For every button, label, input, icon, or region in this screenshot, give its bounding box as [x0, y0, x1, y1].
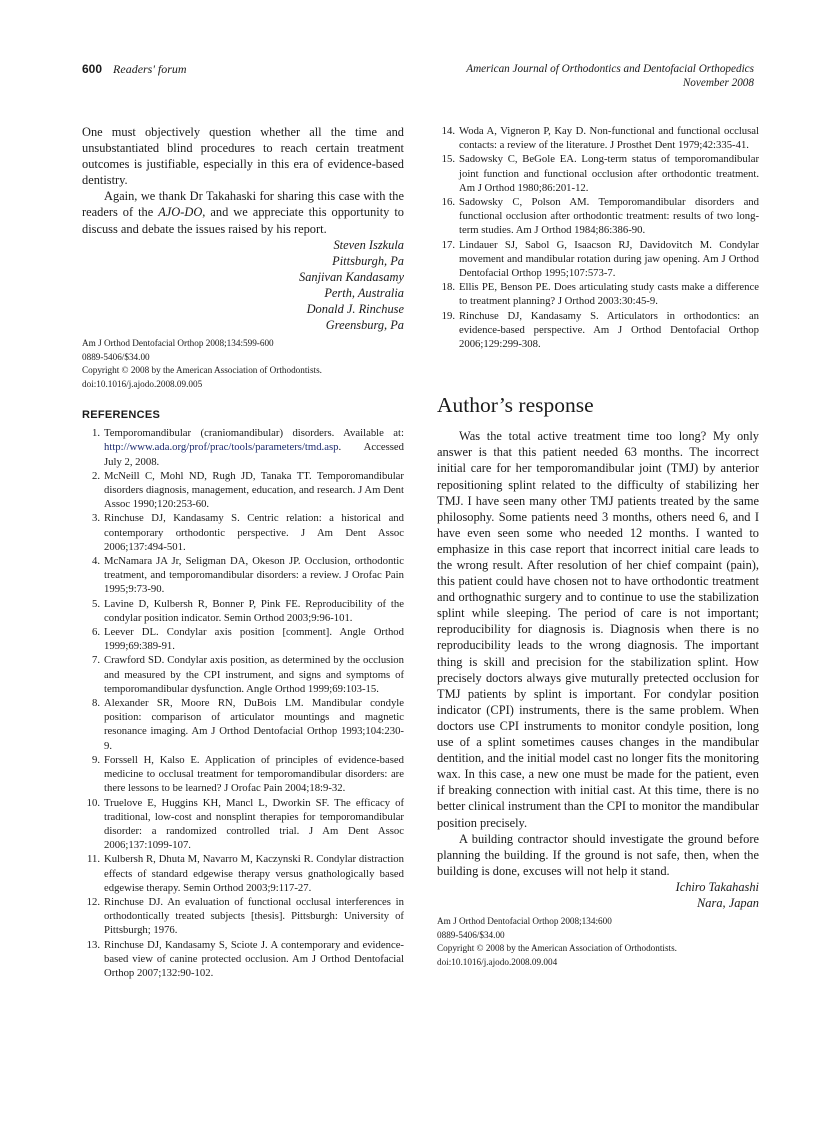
reference-text: Rinchuse DJ, Kandasamy S, Sciote J. A contemporary and evidence-based view of canine protected occlusion. Am J Orthod Dentofacial Orthop 2007;132:90-102.	[104, 938, 404, 979]
text-run: Again, we thank Dr Takahaski for sharing this case with the readers of the	[82, 189, 404, 220]
letter-paragraph	[82, 188, 404, 236]
reference-number: 10.	[86, 796, 100, 809]
reference-text: Temporomandibular (craniomandibular) disorders. Available at:	[104, 427, 404, 440]
reference-list	[82, 426, 404, 980]
reference-item	[82, 625, 404, 653]
reference-number: 3.	[91, 512, 100, 525]
reference-number: 4.	[91, 555, 100, 568]
author-location: Nara, Japan	[697, 895, 759, 910]
reference-item	[82, 796, 404, 853]
reference-number: 15.	[441, 153, 455, 166]
reference-number: 1.	[91, 427, 100, 440]
reference-item	[82, 511, 404, 554]
reference-number: 7.	[91, 654, 100, 667]
text-run: , and we appreciate this opportunity to discuss and debate the issues raised by his report.	[82, 205, 404, 236]
reference-item	[82, 426, 404, 469]
citation-line: Am J Orthod Dentofacial Orthop 2008;134:600	[437, 916, 612, 927]
reference-item	[437, 195, 759, 238]
reference-number: 13.	[86, 938, 100, 951]
reference-number: 12.	[86, 895, 100, 908]
citation-line: 0889-5406/$34.00	[82, 351, 150, 362]
left-column	[82, 124, 404, 980]
reference-text: . Accessed July 2, 2008.	[104, 441, 404, 468]
response-paragraph: Was the total active treatment time too long? My only answer is that this patient needed 63 months. The incorrect initial care for her temporomandibular joint (TMJ) by anterior repositioning splint related to the difficulty of stabilizing her TMJ. I have seen many other TMJ patients treated by the same philosophy. Some patients need 3 months, others need 6, and I have even seen some who needed 12 months. I wanted to emphasize in this case report that incorrect initial care leads to the wrong result. After resolution of her chief compaint (pain), this patient could have chosen not to have orthodontic treatment and orthognathic surgery and to continue to use the stabilization splint while sleeping. The period of care is not important; reproducibility for diagnosis is. Diagnosis when there is no reproducibility leads to the wrong diagnosis. The important thing is skill and precision for the stabilization splint. How precisely doctors always give muturally pretected occlusion for TMJ patients by splint is important. For condylar position indicator (CPI) instruments, there is the same problem. When doctors use CPI instruments to monitor condyle position, long use of a splint sometimes causes changes in the mandibular dentition, and the initial model cast no longer fits the monitoring wax. In this case, a new one must be made for the patient, even if breaking connection with initial cast. At this time, there is no better clinical instrument than the CPI to monitor the mandibular position precisely.	[437, 429, 759, 830]
author-name: Sanjivan Kandasamy	[299, 269, 404, 284]
reference-text: Rinchuse DJ. An evaluation of functional occlusal interferences in orthodontically treated subjects [thesis]. Pittsburgh: University of Pittsburgh; 1976.	[104, 895, 404, 937]
doi[interactable]: doi:10.1016/j.ajodo.2008.09.005	[82, 378, 203, 389]
reference-item	[82, 554, 404, 597]
reference-item	[437, 238, 759, 281]
running-header-right	[466, 62, 754, 90]
journal-name: American Journal of Orthodontics and Dentofacial Orthopedics	[466, 63, 754, 75]
response-body	[437, 428, 759, 879]
citation-line: Copyright © 2008 by the American Association of Orthodontists.	[437, 943, 677, 954]
running-header-left	[82, 62, 187, 77]
reference-number: 18.	[441, 281, 455, 294]
reference-number: 19.	[441, 309, 455, 322]
reference-item	[82, 653, 404, 696]
author-location: Perth, Australia	[324, 285, 404, 300]
reference-item	[82, 852, 404, 895]
reference-text: Alexander SR, Moore RN, DuBois LM. Mandibular condyle position: comparison of articulator mountings and magnetic resonance imaging. Am J Orthod Dentofacial Orthop 1993;104:230-9.	[104, 697, 404, 752]
reference-item	[437, 152, 759, 195]
reference-text: Woda A, Vigneron P, Kay D. Non-functional and functional occlusal contacts: a review of the literature. J Prosthet Dent 1979;42:335-41.	[459, 125, 759, 152]
reference-item	[82, 753, 404, 796]
reference-text: McNeill C, Mohl ND, Rugh JD, Tanaka TT. Temporomandibular disorders diagnosis, management, education, and research. J Am Dent Assoc 1990;120:253-60.	[104, 469, 404, 511]
reference-text: Truelove E, Huggins KH, Mancl L, Dworkin SF. The efficacy of traditional, low-cost and nonsplint therapies for temporomandibular disorder: a randomized controlled trial. J Am Dent Assoc 2006;137:1099-107.	[104, 796, 404, 852]
letter-paragraph: One must objectively question whether all the time and unsubstantiated blind procedures to reach certain treatment outcomes is justifiable, especially in this era of evidence-based dentistry.	[82, 125, 404, 188]
reference-item	[82, 938, 404, 981]
author-name: Donald J. Rinchuse	[306, 302, 404, 317]
reference-text: Ellis PE, Benson PE. Does articulating study casts make a difference to treatment planning? J Orthod 2003:30:45-9.	[459, 281, 759, 308]
reference-item	[82, 597, 404, 625]
reference-text: Rinchuse DJ, Kandasamy S. Centric relation: a historical and contemporary orthodontic perspective. J Am Dent Assoc 2006;137:494-501.	[104, 512, 404, 553]
issue-date: November 2008	[682, 77, 754, 89]
journal-abbrev: AJO-DO	[158, 205, 203, 220]
reference-link[interactable]: http://www.ada.org/prof/prac/tools/parameters/tmd.asp	[104, 441, 339, 454]
reference-number: 2.	[91, 469, 100, 482]
reference-text: Rinchuse DJ, Kandasamy S. Articulators in orthodontics: an evidence-based perspective. Am J Orthod Dentofacial Orthop 2006;129:299-308.	[459, 309, 759, 351]
reference-text: Sadowsky C, BeGole EA. Long-term status of temporomandibular joint function and functional occlusion after orthodontic treatment. Am J Orthod 1980;86:201-12.	[459, 153, 759, 194]
author-name: Ichiro Takahashi	[675, 879, 759, 894]
author-location: Pittsburgh, Pa	[332, 253, 404, 268]
reference-number: 6.	[91, 626, 100, 639]
reference-text: Lavine D, Kulbersh R, Bonner P, Pink FE. Reproducibility of the condylar position indicator. Semin Orthod 2003;9:96-101.	[104, 597, 404, 624]
reference-text: Leever DL. Condylar axis position [comment]. Angle Orthod 1999;69:389-91.	[104, 626, 404, 653]
reference-list-continued	[437, 124, 759, 351]
references-heading: REFERENCES	[82, 409, 161, 422]
reference-item	[82, 469, 404, 512]
right-column	[437, 124, 759, 969]
reference-number: 16.	[441, 196, 455, 209]
reference-text: Kulbersh R, Dhuta M, Navarro M, Kaczynski R. Condylar distraction effects of standard edgewise therapy versus gnathologically based edgewise therapy. Semin Orthod 2003;9:117-27.	[104, 853, 404, 894]
reference-text: Sadowsky C, Polson AM. Temporomandibular disorders and functional occlusion after orthodontic treatment: results of two long-term studies. Am J Orthod 1984;86:386-90.	[459, 196, 759, 237]
letter-signatures	[82, 237, 404, 334]
reference-number: 5.	[91, 597, 100, 610]
reference-item	[437, 309, 759, 352]
reference-text: Lindauer SJ, Sabol G, Isaacson RJ, Davidovitch M. Condylar movement and mandibular rotation during jaw opening. Am J Orthod Dentofacial Orthop 1995;107:573-7.	[459, 238, 759, 280]
letter-body	[82, 124, 404, 237]
reference-number: 9.	[91, 753, 100, 766]
reference-number: 8.	[91, 697, 100, 710]
reference-item	[437, 280, 759, 308]
reference-item	[82, 696, 404, 753]
reference-number: 17.	[441, 238, 455, 251]
reference-number: 11.	[87, 853, 100, 866]
reference-number: 14.	[441, 125, 455, 137]
author-location: Greensburg, Pa	[325, 318, 404, 333]
section-title: Author’s response	[437, 393, 594, 418]
page-number: 600	[82, 62, 103, 76]
reference-text: McNamara JA Jr, Seligman DA, Okeson JP. Occlusion, orthodontic treatment, and temporomandibular disorders: a review. J Orofac Pain 1995;9:73-90.	[104, 555, 404, 596]
response-signatures	[437, 879, 759, 911]
section-name: Readers' forum	[113, 62, 187, 76]
author-name: Steven Iszkula	[333, 237, 404, 252]
reference-text: Crawford SD. Condylar axis position, as determined by the occlusion and measured by the CPI instrument, and signs and symptoms of temporomandibular dysfunction. Angle Orthod 1999;69:103-15.	[104, 654, 404, 695]
response-citation	[437, 915, 759, 969]
doi[interactable]: doi:10.1016/j.ajodo.2008.09.004	[437, 956, 558, 967]
reference-item	[437, 124, 759, 152]
citation-line: 0889-5406/$34.00	[437, 929, 505, 940]
letter-citation	[82, 337, 404, 391]
reference-item	[82, 895, 404, 938]
citation-line: Am J Orthod Dentofacial Orthop 2008;134:599-600	[82, 338, 274, 349]
citation-line: Copyright © 2008 by the American Association of Orthodontists.	[82, 365, 322, 376]
reference-text: Forssell H, Kalso E. Application of principles of evidence-based medicine to occlusal treatment for temporomandibular disorders: are there lessons to be learned? J Orofac Pain 2004;18:9-32.	[104, 753, 404, 795]
response-paragraph: A building contractor should investigate the ground before planning the building. If the ground is not safe, then, when the building is done, excuses will not help it stand.	[437, 831, 759, 878]
